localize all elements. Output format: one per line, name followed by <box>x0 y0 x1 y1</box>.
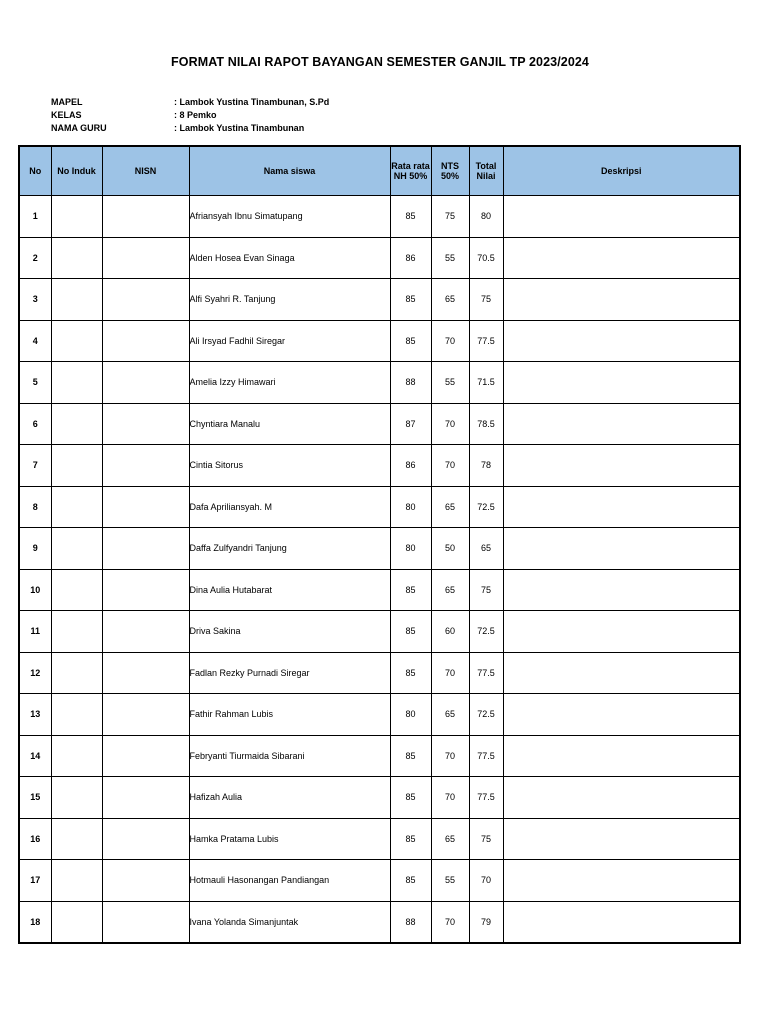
nts-cell: 70 <box>431 403 469 445</box>
rata-rata-nh-cell: 85 <box>390 735 431 777</box>
student-name-cell: Alden Hosea Evan Sinaga <box>189 237 390 279</box>
student-name-cell: Chyntiara Manalu <box>189 403 390 445</box>
rata-rata-nh-cell: 85 <box>390 860 431 902</box>
table-row <box>19 569 740 611</box>
deskripsi-cell <box>503 237 740 279</box>
meta-value: : Lambok Yustina Tinambunan <box>174 123 305 133</box>
rata-rata-nh-cell: 80 <box>390 694 431 736</box>
table-row <box>19 486 740 528</box>
table-row <box>19 403 740 445</box>
no-induk-cell <box>51 486 102 528</box>
nts-cell: 50 <box>431 528 469 570</box>
student-name-cell: Hafizah Aulia <box>189 777 390 819</box>
student-name-cell: Alfi Syahri R. Tanjung <box>189 279 390 321</box>
deskripsi-cell <box>503 486 740 528</box>
deskripsi-cell <box>503 196 740 238</box>
nts-cell: 70 <box>431 901 469 943</box>
row-number-cell: 9 <box>19 528 51 570</box>
nisn-cell <box>102 569 189 611</box>
student-name-cell: Amelia Izzy Himawari <box>189 362 390 404</box>
table-row <box>19 860 740 902</box>
table-header-row <box>19 146 740 196</box>
meta-label: KELAS <box>51 110 82 120</box>
nts-cell: 65 <box>431 486 469 528</box>
meta-label: MAPEL <box>51 97 83 107</box>
student-name-cell: Ivana Yolanda Simanjuntak <box>189 901 390 943</box>
column-header-total-nilai: Total Nilai <box>469 146 503 196</box>
deskripsi-cell <box>503 279 740 321</box>
deskripsi-cell <box>503 694 740 736</box>
nisn-cell <box>102 196 189 238</box>
nts-cell: 65 <box>431 818 469 860</box>
no-induk-cell <box>51 860 102 902</box>
no-induk-cell <box>51 777 102 819</box>
total-nilai-cell: 75 <box>469 569 503 611</box>
nisn-cell <box>102 445 189 487</box>
row-number-cell: 18 <box>19 901 51 943</box>
student-name-cell: Hamka Pratama Lubis <box>189 818 390 860</box>
row-number-cell: 13 <box>19 694 51 736</box>
total-nilai-cell: 70.5 <box>469 237 503 279</box>
total-nilai-cell: 75 <box>469 279 503 321</box>
column-header-nisn: NISN <box>102 146 189 196</box>
total-nilai-cell: 75 <box>469 818 503 860</box>
no-induk-cell <box>51 818 102 860</box>
student-name-cell: Afriansyah Ibnu Simatupang <box>189 196 390 238</box>
no-induk-cell <box>51 528 102 570</box>
nisn-cell <box>102 818 189 860</box>
student-name-cell: Febryanti Tiurmaida Sibarani <box>189 735 390 777</box>
rata-rata-nh-cell: 85 <box>390 818 431 860</box>
deskripsi-cell <box>503 320 740 362</box>
meta-label: NAMA GURU <box>51 123 107 133</box>
row-number-cell: 8 <box>19 486 51 528</box>
table-row <box>19 445 740 487</box>
no-induk-cell <box>51 237 102 279</box>
column-header-nama-siswa: Nama siswa <box>189 146 390 196</box>
table-row <box>19 777 740 819</box>
total-nilai-cell: 71.5 <box>469 362 503 404</box>
total-nilai-cell: 70 <box>469 860 503 902</box>
table-row <box>19 320 740 362</box>
column-header-nts: NTS 50% <box>431 146 469 196</box>
row-number-cell: 16 <box>19 818 51 860</box>
nisn-cell <box>102 611 189 653</box>
row-number-cell: 2 <box>19 237 51 279</box>
nts-cell: 55 <box>431 237 469 279</box>
rata-rata-nh-cell: 88 <box>390 362 431 404</box>
nts-cell: 75 <box>431 196 469 238</box>
row-number-cell: 3 <box>19 279 51 321</box>
nts-cell: 65 <box>431 279 469 321</box>
nisn-cell <box>102 486 189 528</box>
deskripsi-cell <box>503 569 740 611</box>
no-induk-cell <box>51 320 102 362</box>
rata-rata-nh-cell: 85 <box>390 320 431 362</box>
nts-cell: 60 <box>431 611 469 653</box>
total-nilai-cell: 72.5 <box>469 486 503 528</box>
nisn-cell <box>102 777 189 819</box>
row-number-cell: 12 <box>19 652 51 694</box>
rata-rata-nh-cell: 88 <box>390 901 431 943</box>
total-nilai-cell: 65 <box>469 528 503 570</box>
student-name-cell: Driva Sakina <box>189 611 390 653</box>
total-nilai-cell: 77.5 <box>469 735 503 777</box>
no-induk-cell <box>51 652 102 694</box>
rata-rata-nh-cell: 85 <box>390 569 431 611</box>
rata-rata-nh-cell: 86 <box>390 237 431 279</box>
row-number-cell: 5 <box>19 362 51 404</box>
total-nilai-cell: 80 <box>469 196 503 238</box>
nisn-cell <box>102 320 189 362</box>
row-number-cell: 17 <box>19 860 51 902</box>
deskripsi-cell <box>503 860 740 902</box>
table-row <box>19 362 740 404</box>
nisn-cell <box>102 652 189 694</box>
deskripsi-cell <box>503 818 740 860</box>
page-title: FORMAT NILAI RAPOT BAYANGAN SEMESTER GANJIL TP 2023/2024 <box>171 55 589 69</box>
deskripsi-cell <box>503 611 740 653</box>
nts-cell: 70 <box>431 777 469 819</box>
no-induk-cell <box>51 735 102 777</box>
no-induk-cell <box>51 694 102 736</box>
row-number-cell: 1 <box>19 196 51 238</box>
nts-cell: 55 <box>431 860 469 902</box>
student-name-cell: Fathir Rahman Lubis <box>189 694 390 736</box>
total-nilai-cell: 79 <box>469 901 503 943</box>
rata-rata-nh-cell: 86 <box>390 445 431 487</box>
column-header-no-induk: No Induk <box>51 146 102 196</box>
column-header-rata-rata-nh: Rata rata NH 50% <box>390 146 431 196</box>
rata-rata-nh-cell: 85 <box>390 611 431 653</box>
nts-cell: 65 <box>431 694 469 736</box>
rata-rata-nh-cell: 85 <box>390 279 431 321</box>
total-nilai-cell: 72.5 <box>469 694 503 736</box>
rata-rata-nh-cell: 87 <box>390 403 431 445</box>
row-number-cell: 10 <box>19 569 51 611</box>
student-name-cell: Hotmauli Hasonangan Pandiangan <box>189 860 390 902</box>
deskripsi-cell <box>503 652 740 694</box>
student-name-cell: Cintia Sitorus <box>189 445 390 487</box>
nisn-cell <box>102 901 189 943</box>
row-number-cell: 11 <box>19 611 51 653</box>
total-nilai-cell: 77.5 <box>469 320 503 362</box>
table-row <box>19 611 740 653</box>
row-number-cell: 6 <box>19 403 51 445</box>
row-number-cell: 15 <box>19 777 51 819</box>
nisn-cell <box>102 362 189 404</box>
column-header-no: No <box>19 146 51 196</box>
deskripsi-cell <box>503 777 740 819</box>
deskripsi-cell <box>503 403 740 445</box>
nisn-cell <box>102 279 189 321</box>
rata-rata-nh-cell: 85 <box>390 196 431 238</box>
meta-value: : 8 Pemko <box>174 110 217 120</box>
row-number-cell: 14 <box>19 735 51 777</box>
total-nilai-cell: 77.5 <box>469 652 503 694</box>
student-name-cell: Daffa Zulfyandri Tanjung <box>189 528 390 570</box>
deskripsi-cell <box>503 362 740 404</box>
column-header-deskripsi: Deskripsi <box>503 146 740 196</box>
no-induk-cell <box>51 611 102 653</box>
table-row <box>19 694 740 736</box>
nts-cell: 70 <box>431 652 469 694</box>
nisn-cell <box>102 694 189 736</box>
no-induk-cell <box>51 279 102 321</box>
meta-value: : Lambok Yustina Tinambunan, S.Pd <box>174 97 330 107</box>
row-number-cell: 7 <box>19 445 51 487</box>
student-name-cell: Ali Irsyad Fadhil Siregar <box>189 320 390 362</box>
table-row <box>19 901 740 943</box>
nisn-cell <box>102 237 189 279</box>
deskripsi-cell <box>503 735 740 777</box>
table-row <box>19 279 740 321</box>
total-nilai-cell: 78 <box>469 445 503 487</box>
rata-rata-nh-cell: 85 <box>390 652 431 694</box>
table-row <box>19 196 740 238</box>
student-name-cell: Fadlan Rezky Purnadi Siregar <box>189 652 390 694</box>
table-row <box>19 818 740 860</box>
nisn-cell <box>102 735 189 777</box>
no-induk-cell <box>51 362 102 404</box>
nts-cell: 70 <box>431 320 469 362</box>
student-name-cell: Dina Aulia Hutabarat <box>189 569 390 611</box>
no-induk-cell <box>51 445 102 487</box>
total-nilai-cell: 77.5 <box>469 777 503 819</box>
table-row <box>19 237 740 279</box>
nisn-cell <box>102 860 189 902</box>
nts-cell: 65 <box>431 569 469 611</box>
no-induk-cell <box>51 569 102 611</box>
rata-rata-nh-cell: 80 <box>390 528 431 570</box>
nts-cell: 70 <box>431 735 469 777</box>
deskripsi-cell <box>503 528 740 570</box>
total-nilai-cell: 78.5 <box>469 403 503 445</box>
grades-table <box>18 145 741 944</box>
row-number-cell: 4 <box>19 320 51 362</box>
total-nilai-cell: 72.5 <box>469 611 503 653</box>
nisn-cell <box>102 403 189 445</box>
table-row <box>19 652 740 694</box>
no-induk-cell <box>51 901 102 943</box>
rata-rata-nh-cell: 85 <box>390 777 431 819</box>
student-name-cell: Dafa Apriliansyah. M <box>189 486 390 528</box>
deskripsi-cell <box>503 445 740 487</box>
nts-cell: 55 <box>431 362 469 404</box>
deskripsi-cell <box>503 901 740 943</box>
no-induk-cell <box>51 196 102 238</box>
nts-cell: 70 <box>431 445 469 487</box>
table-row <box>19 735 740 777</box>
table-row <box>19 528 740 570</box>
rata-rata-nh-cell: 80 <box>390 486 431 528</box>
no-induk-cell <box>51 403 102 445</box>
nisn-cell <box>102 528 189 570</box>
